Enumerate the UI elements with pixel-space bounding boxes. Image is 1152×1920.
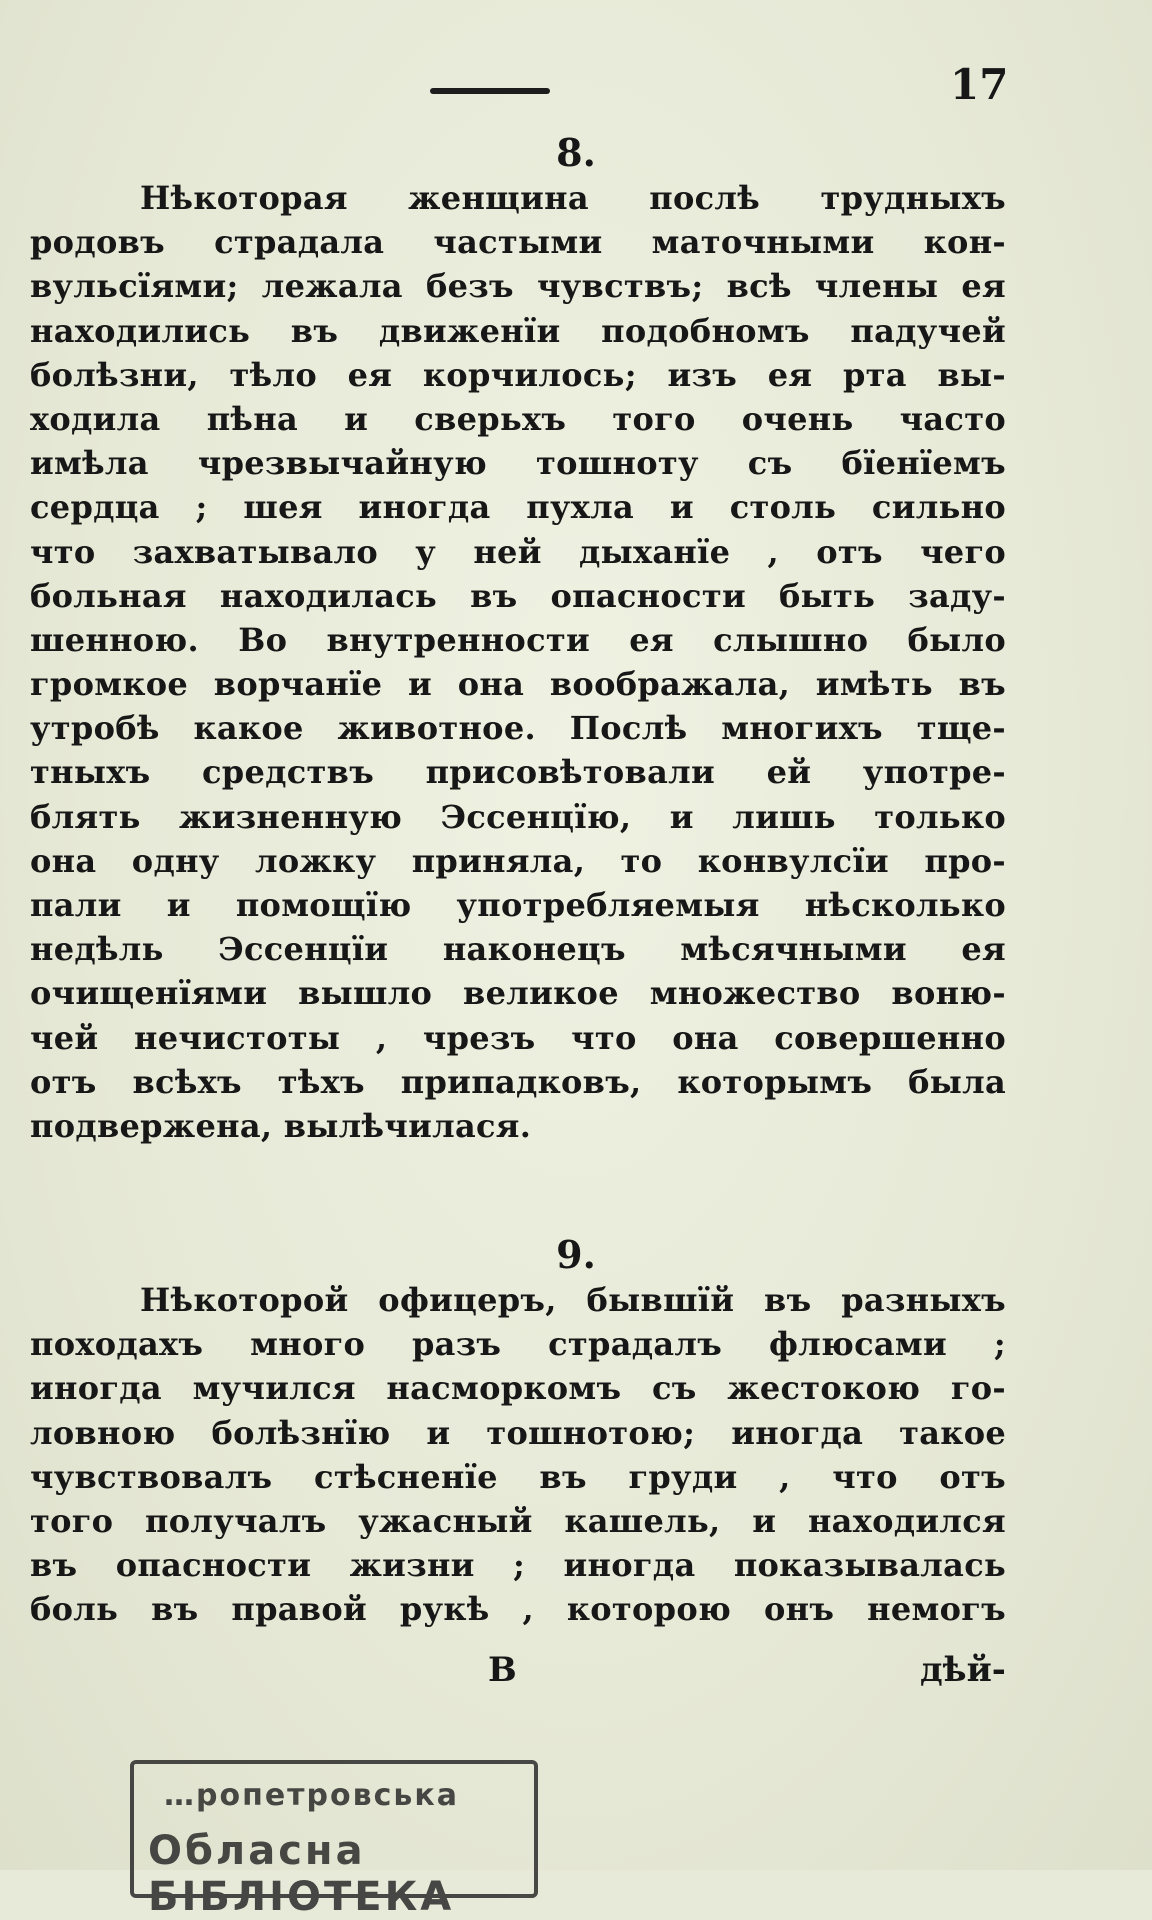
text-line: громкое ворчанїе и она воображала, имѣть въ bbox=[30, 665, 1006, 704]
stamp-text-line1: …ропетровська bbox=[164, 1778, 459, 1813]
text-line: находились въ движенїи подобномъ падучей bbox=[30, 311, 1006, 350]
text-line: утробѣ какое животное. Послѣ многихъ тще- bbox=[30, 709, 1006, 748]
text-line: боль въ правой рукѣ , которою онъ немогъ bbox=[30, 1590, 1006, 1629]
text-line: ловною болѣзнїю и тошнотою; иногда такое bbox=[30, 1413, 1006, 1452]
text-line: чувствовалъ стѣсненїе въ груди , что отъ bbox=[30, 1457, 1006, 1496]
text-line: недѣль Эссенцїи наконецъ мѣсячными ея bbox=[30, 930, 1006, 969]
text-line: тныхъ средствъ присовѣтовали ей употре- bbox=[30, 753, 1006, 792]
text-line: шенною. Во внутренности ея слышно было bbox=[30, 620, 1006, 659]
text-line: отъ всѣхъ тѣхъ припадковъ, которымъ была bbox=[30, 1062, 1006, 1101]
text-line: родовъ страдала частыми маточными кон- bbox=[30, 223, 1006, 262]
page-number: 17 bbox=[950, 60, 1009, 109]
signature-mark: В bbox=[488, 1650, 517, 1690]
text-line: она одну ложку приняла, то конвулсїи про- bbox=[30, 841, 1006, 880]
text-line: Нѣкоторой офицеръ, бывшїй въ разныхъ bbox=[140, 1281, 1006, 1319]
text-line: иногда мучился насморкомъ съ жестокою го- bbox=[30, 1369, 1006, 1408]
text-line: больная находилась въ опасности быть заду- bbox=[30, 576, 1006, 615]
text-line: того получалъ ужасный кашель, и находился bbox=[30, 1501, 1006, 1540]
section-number-8: 8. bbox=[556, 130, 596, 175]
text-line: въ опасности жизни ; иногда показывалась bbox=[30, 1546, 1006, 1585]
text-line: пали и помощїю употребляемыя нѣсколько bbox=[30, 886, 1006, 924]
text-line: болѣзни, тѣло ея корчилось; изъ ея рта вы- bbox=[30, 355, 1006, 394]
text-line: блять жизненную Эссенцїю, и лишь только bbox=[30, 797, 1006, 836]
text-line: очищенїями вышло великое множество воню- bbox=[30, 974, 1006, 1013]
text-line: Нѣкоторая женщина послѣ трудныхъ bbox=[140, 179, 1006, 217]
text-line: походахъ много разъ страдалъ флюсами ; bbox=[30, 1325, 1006, 1364]
catchword: дѣй- bbox=[920, 1650, 1006, 1690]
stamp-text-line2: Обласна БІБЛІОТЕКА bbox=[148, 1828, 455, 1920]
section-number-9: 9. bbox=[556, 1232, 596, 1277]
text-line: имѣла чрезвычайную тошноту съ бїенїемъ bbox=[30, 444, 1006, 483]
section-8-text bbox=[30, 176, 1006, 1148]
library-stamp bbox=[130, 1760, 538, 1920]
text-line: подвержена, вылѣчилася. bbox=[30, 1106, 532, 1145]
text-line: ходила пѣна и сверьхъ того очень часто bbox=[30, 399, 1006, 438]
header-rule bbox=[430, 88, 550, 94]
text-line: вульсїями; лежала безъ чувствъ; всѣ члены ея bbox=[30, 267, 1006, 306]
text-line: чей нечистоты , чрезъ что она совершенно bbox=[30, 1018, 1006, 1057]
text-line: что захватывало у ней дыханїе , отъ чего bbox=[30, 532, 1006, 571]
text-line: сердца ; шея иногда пухла и столь сильно bbox=[30, 488, 1006, 527]
section-9-text bbox=[30, 1278, 1006, 1632]
